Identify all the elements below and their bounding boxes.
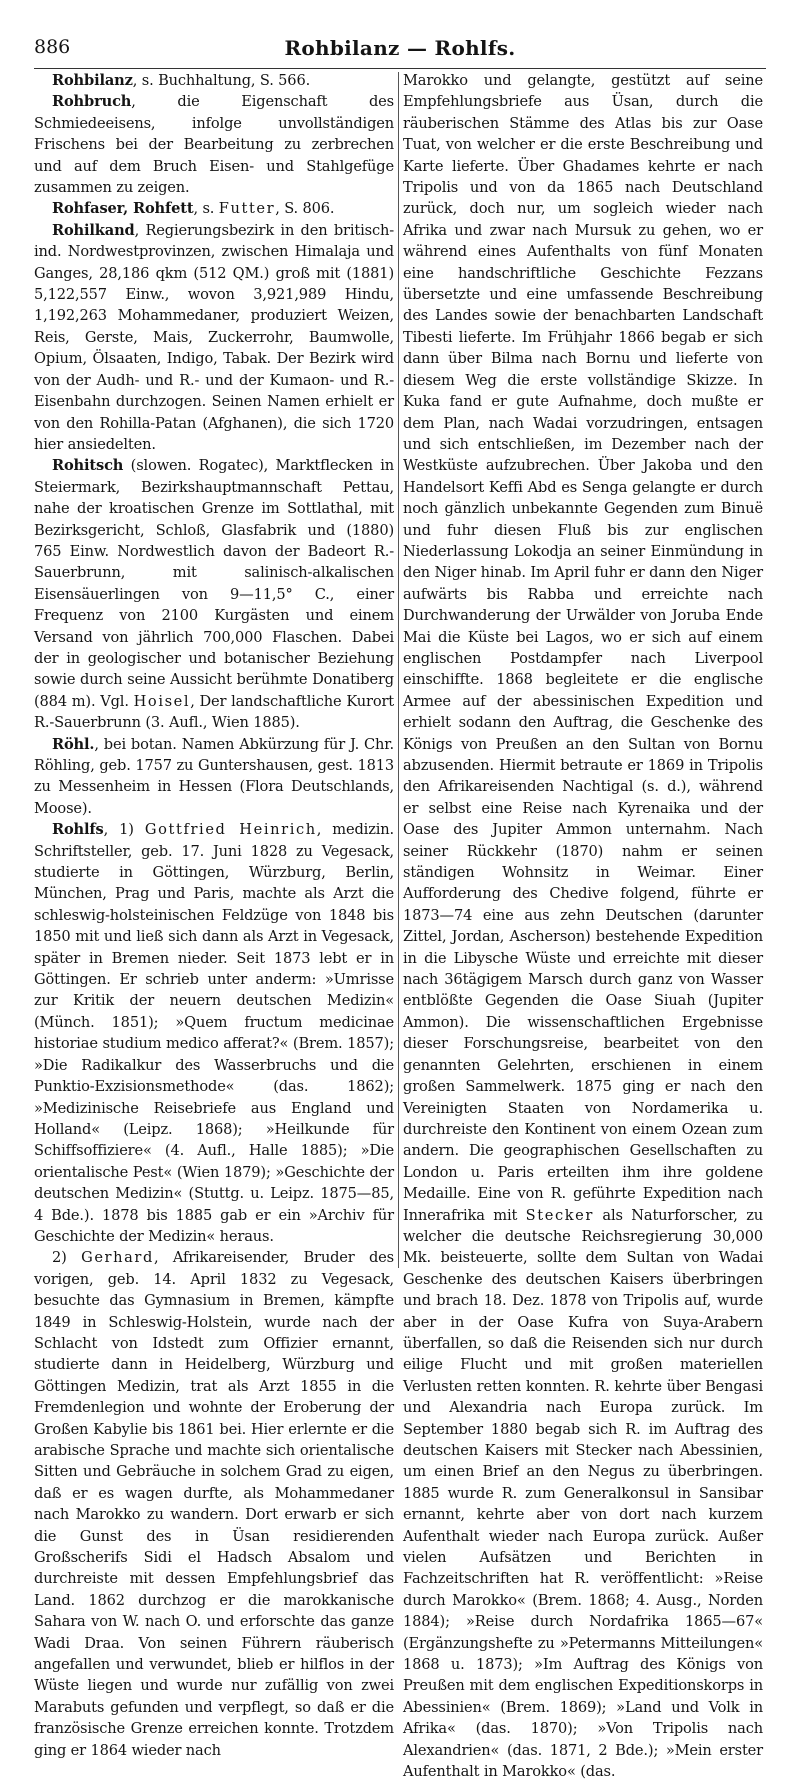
entry-text: , bei botan. Namen Abkürzung für J. Chr. Röhling, geb. 1757 zu Guntershausen, gest. 1813 zu Messenheim in Hessen (Flora Deutschlands, Moose). [34,735,394,817]
entry-headword: Rohlfs [52,821,104,839]
entry-text: 2) [52,1249,82,1267]
right-column [403,70,763,1781]
spaced-name: Gerhard [81,1249,154,1267]
dictionary-entry [34,198,394,219]
entry-headword: Röhl. [52,735,95,753]
entry-text: , 1) [103,821,145,839]
entry-text: , die Eigenschaft des Schmiedeeisens, infolge unvollständigen Frischens bei der Bearbeitung zu zerbrechen und auf dem Bruch Eisen- und Stahlgefüge zusammen zu zeigen. [34,93,394,197]
dictionary-entry [34,91,394,198]
spaced-name: Hoisel [133,692,191,710]
entry-text: Marokko und gelangte, gestützt auf seine Empfehlungsbriefe aus Üsan, durch die räuberischen Stämme des Atlas bis zur Oase Tuat, von welcher er die erste Beschreibung und Karte lieferte. Über Ghadames kehrte er nach Tripolis und von da 1865 nach Deutschland zurück, doch nur, um sogleich wieder nach Afrika und zwar nach Mursuk zu gehen, wo er während eines Aufenthalts von fünf Monaten eine handschriftliche Geschichte Fezzans übersetzte und eine umfassende Beschreibung des Landes sowie der benachbarten Landschaft Tibesti lieferte. Im Frühjahr 1866 begab er sich dann über Bilma nach Bornu und lieferte von diesem Weg die erste vollständige Skizze. In Kuka fand er gute Aufnahme, doch mußte er dem Plan, nach Wadai vorzudringen, entsagen und sich entschließen, im Dezember nach der Westküste aufzubrechen. Über Jakoba und den Handelsort Keffi Abd es Senga gelangte er durch noch gänzlich unbekannte Gegenden zum Binuë und fuhr diesen Fluß bis zur englischen Niederlassung Lokodja an seiner Einmündung in den Niger hinab. Im April fuhr er dann den Niger aufwärts bis Rabba und erreichte nach Durchwanderung der Urwälder von Joruba Ende Mai die Küste bei Lagos, wo er sich auf einem englischen Postdampfer nach Liverpool einschiffte. 1868 begleitete er die englische Armee auf der abessinischen Expedition und erhielt sodann den Auftrag, die Geschenke des Königs von Preußen an den Sultan von Bornu abzusenden. Hiermit betraute er 1869 in Tripolis den Afrikareisenden Nachtigal (s. d.), während er selbst eine Reise nach Kyrenaika und der Oase des Jupiter Ammon unternahm. Nach seiner Rückkehr (1870) nahm er seinen ständigen Wohnsitz in Weimar. Einer Aufforderung des Chedive folgend, führte er 1873—74 eine aus zehn Deutschen (darunter Zittel, Jordan, Ascherson) bestehende Expedition in die Libysche Wüste und erreichte mit dieser nach 36tägigem Marsch durch ganz von Wasser entblößte Gegenden die Oase Siuah (Jupiter Ammon). Die wissenschaftlichen Ergebnisse dieser Forschungsreise, bearbeitet von den genannten Gelehrten, erschienen in einem großen Sammelwerk. 1875 ging er nach den Vereinigten Staaten von Nordamerika u. durchreiste den Kontinent von einem Ozean zum andern. Die geographischen Gesellschaften zu London u. Paris erteilten ihm ihre goldene Medaille. Eine von R. geführte Expedition nach Innerafrika mit [403,72,763,1224]
column-divider [398,72,399,1268]
entry-text: als Naturforscher, zu welcher die deutsche Reichsregierung 30,000 Mk. beisteuerte, sollte dem Sultan von Wadai Geschenke des deutschen Kaisers überbringen und brach 18. Dez. 1878 von Tripolis auf, wurde aber in der Oase Kufra von Suya-Arabern überfallen, so daß die Reisenden sich nur durch eilige Flucht und mit großen materiellen Verlusten retten konnten. R. kehrte über Bengasi und Alexandria nach Europa zurück. Im September 1880 begab sich R. im Auftrag des deutschen Kaisers mit Stecker nach Abessinien, um einen Brief an den Negus zu überbringen. 1885 wurde R. zum Generalkonsul in Sansibar ernannt, kehrte aber von dort nach kurzem Aufenthalt wieder nach Europa zurück. Außer vielen Aufsätzen und Berichten in Fachzeitschriften hat R. veröffentlicht: »Reise durch Marokko« (Brem. 1868; 4. Ausg., Norden 1884); »Reise durch Nordafrika 1865—67« (Ergänzungshefte zu »Petermanns Mitteilungen« 1868 u. 1873); »Im Auftrag des Königs von Preußen mit dem englischen Expeditionskorps in Abessinien« (Brem. 1869); »Land und Volk in Afrika« (das. 1870); »Von Tripolis nach Alexandrien« (das. 1871, 2 Bde.); »Mein erster Aufenthalt in Marokko« (das. [403,1206,763,1781]
dictionary-entry [34,70,394,91]
entry-headword: Rohbruch [52,93,132,111]
header-rule [34,68,766,69]
spaced-name: Futter [218,200,276,218]
entry-text: , Regierungsbezirk in den britisch-ind. Nordwestprovinzen, zwischen Himalaja und Ganges, 28,186 qkm (512 QM.) groß mit (1881) 5,122,557 Einw., wovon 3,921,989 Hindu, 1,192,263 Mohammedaner, produziert Weizen, Reis, Gerste, Mais, Zuckerrohr, Baumwolle, Opium, Ölsaaten, Indigo, Tabak. Der Bezirk wird von der Audh- und R.- und der Kumaon- und R.-Eisenbahn durchzogen. Seinen Namen erhielt er von den Rohilla-Patan (Afghanen), die sich 1720 hier ansiedelten. [34,221,394,453]
page-number: 886 [34,36,71,58]
page-header [34,36,766,70]
spaced-name: Gottfried Heinrich [144,821,317,839]
running-title: Rohbilanz — Rohlfs. [284,36,516,60]
dictionary-entry [34,819,394,1247]
dictionary-entry [34,455,394,733]
entry-text: , Afrikareisender, Bruder des vorigen, geb. 14. April 1832 zu Vegesack, besuchte das Gymnasium in Bremen, kämpfte 1849 in Schleswig-Holstein, wurde nach der Schlacht von Idstedt zum Offizier ernannt, studierte dann in Heidelberg, Würzburg und Göttingen Medizin, trat als Arzt 1855 in die Fremdenlegion und wohnte der Eroberung der Großen Kabylie bis 1861 bei. Hier erlernte er die arabische Sprache und machte sich orientalische Sitten und Gebräuche in solchem Grad zu eigen, daß er es wagen durfte, als Mohammedaner nach Marokko zu wandern. Dort erwarb er sich die Gunst des in Üsan residierenden Großscherifs Sidi el Hadsch Absalom und durchreiste mit dessen Empfehlungsbrief das Land. 1862 durchzog er die marokkanische Sahara von W. nach O. und erforschte das ganze Wadi Draa. Von seinen Führern räuberisch angefallen und verwundet, blieb er hilflos in der Wüste liegen und wurde nur zufällig von zwei Marabuts gefunden und verpflegt, so daß er die französische Grenze erreichen konnte. Trotzdem ging er 1864 wieder nach [34,1249,394,1759]
dictionary-entry [34,734,394,820]
left-column [34,70,394,1759]
entry-headword: Rohbilanz [52,72,133,89]
dictionary-entry [403,70,763,1783]
dictionary-entry [34,220,394,455]
entry-headword: Rohilkand [52,221,135,239]
spaced-name: Stecker [525,1206,594,1224]
entry-text: , medizin. Schriftsteller, geb. 17. Juni 1828 zu Vegesack, studierte in Göttingen, Würzburg, Berlin, München, Prag und Paris, machte als Arzt die schleswig-holsteinischen Feldzüge von 1848 bis 1850 mit und ließ sich dann als Arzt in Vegesack, später in Bremen nieder. Seit 1873 lebt er in Göttingen. Er schrieb unter anderm: »Umrisse zur Kritik der neuern deutschen Medizin« (Münch. 1851); »Quem fructum medicinae historiae studium medico afferat?« (Brem. 1857); »Die Radikalkur des Wasserbruchs und die Punktio-Exzisionsmethode« (das. 1862); »Medizinische Reisebriefe aus England und Holland« (Leipz. 1868); »Heilkunde für Schiffsoffiziere« (4. Aufl., Halle 1885); »Die orientalische Pest« (Wien 1879); »Geschichte der deutschen Medizin« (Stuttg. u. Leipz. 1875—85, 4 Bde.). 1878 bis 1885 gab er ein »Archiv für Geschichte der Medizin« heraus. [34,821,394,1245]
dictionary-entry [34,1247,394,1761]
entry-text: , Der landschaftliche Kurort R.-Sauerbrunn (3. Aufl., Wien 1885). [34,692,394,732]
entry-text: , s. [193,200,219,218]
entry-headword: Rohfaser, Rohfett [52,200,194,218]
entry-text: , s. Buchhaltung, S. 566. [132,72,311,89]
entry-text: (slowen. Rogatec), Marktflecken in Steiermark, Bezirkshauptmannschaft Pettau, nahe der kroatischen Grenze im Sottlathal, mit Bezirksgericht, Schloß, Glasfabrik und (1880) 765 Einw. Nordwestlich davon der Badeort R.-Sauerbrunn, mit salinisch-alkalischen Eisensäuerlingen von 9—11,5° C., einer Frequenz von 2100 Kurgästen und einem Versand von jährlich 700,000 Flaschen. Dabei der in geologischer und botanischer Beziehung sowie durch seine Aussicht berühmte Donatiberg (884 m). Vgl. [34,457,394,710]
entry-headword: Rohitsch [52,457,124,475]
entry-text: , S. 806. [275,200,335,218]
